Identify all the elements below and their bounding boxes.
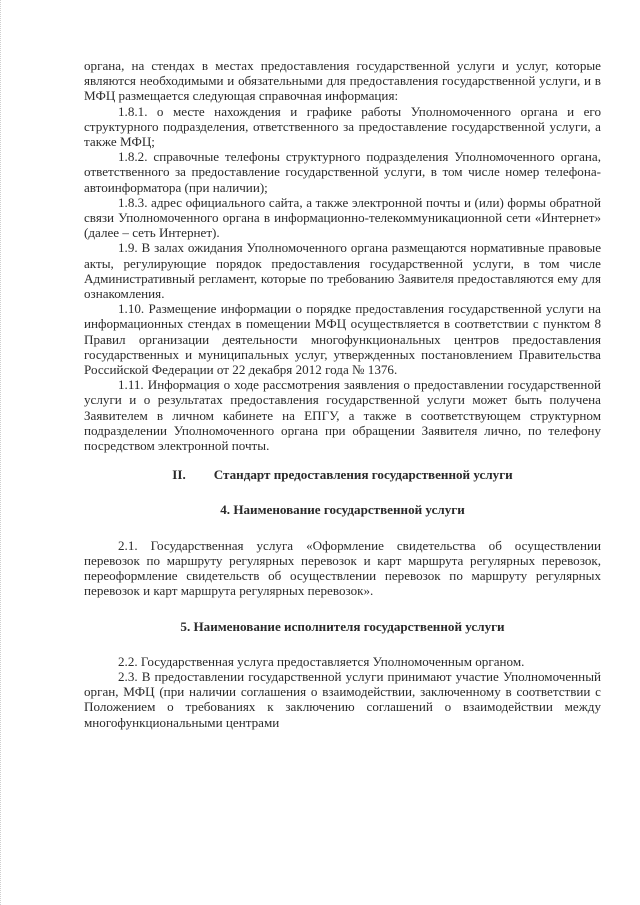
paragraph-1-8-1: 1.8.1. о месте нахождения и графике работы Уполномоченного органа и его структурного подразделения, ответственного за предоставление государственной услуги, а также МФЦ; — [84, 103, 601, 150]
section-heading-ii — [84, 467, 601, 482]
paragraph-1-8-3: 1.8.3. адрес официального сайта, а также электронной почты и (или) формы обратной связи Уполномоченного органа в информационно-телекоммуникационной сети «Интернет» (далее – сеть Интернет). — [84, 194, 601, 241]
section-number: II. — [172, 467, 186, 483]
paragraph-1-8-2: 1.8.2. справочные телефоны структурного подразделения Уполномоченного органа, ответственного за предоставление государственной услуги, в том числе номер телефона-автоинформатора (при наличии); — [84, 149, 601, 195]
paragraph-intro: органа, на стендах в местах предоставления государственной услуги и услуг, которые являются необходимыми и обязательными для предоставления государственной услуги, и в МФЦ размещается следующая справочная информация: — [84, 58, 601, 104]
paragraph-1-11: 1.11. Информация о ходе рассмотрения заявления о предоставлении государственной услуги и о результатах предоставления государственной услуги может быть получена Заявителем в личном кабинете на ЕПГУ, а также в соответствующем структурном подразделении Уполномоченного органа при обращении Заявителя лично, по телефону посредством электронной почты. — [84, 377, 601, 454]
heading-4: 4. Наименование государственной услуги — [220, 502, 465, 518]
paragraph-2-2: 2.2. Государственная услуга предоставляется Уполномоченным органом. — [118, 653, 525, 669]
heading-5: 5. Наименование исполнителя государственной услуги — [180, 618, 505, 634]
section-title: Стандарт предоставления государственной услуги — [213, 467, 513, 483]
paragraph-1-9: 1.9. В залах ожидания Уполномоченного органа размещаются нормативные правовые акты, регулирующие порядок предоставления государственной услуги, в том числе Административный регламент, которые по требованию Заявителя предоставляются ему для ознакомления. — [84, 240, 601, 302]
document-body — [84, 58, 601, 730]
paragraph-2-1: 2.1. Государственная услуга «Оформление свидетельства об осуществлении перевозок по маршруту регулярных перевозок и карт маршрута регулярных перевозок, переоформление свидетельств об осуществлении перевозок по маршруту регулярных перевозок и карт маршрута регулярных перевозок». — [84, 537, 601, 599]
paragraph-1-10: 1.10. Размещение информации о порядке предоставления государственной услуги на информационных стендах в помещении МФЦ осуществляется в соответствии с пунктом 8 Правил организации деятельности многофункциональных центров предоставления государственных и муниципальных услуг, утвержденных постановлением Правительства Российской Федерации от 22 декабря 2012 года № 1376. — [84, 301, 601, 378]
paragraph-2-3: 2.3. В предоставлении государственной услуги принимают участие Уполномоченный орган, МФЦ (при наличии соглашения о взаимодействии, заключенному в соответствии с Положением о требованиях к заключению соглашений о взаимодействии между многофункциональными центрами — [84, 668, 601, 730]
